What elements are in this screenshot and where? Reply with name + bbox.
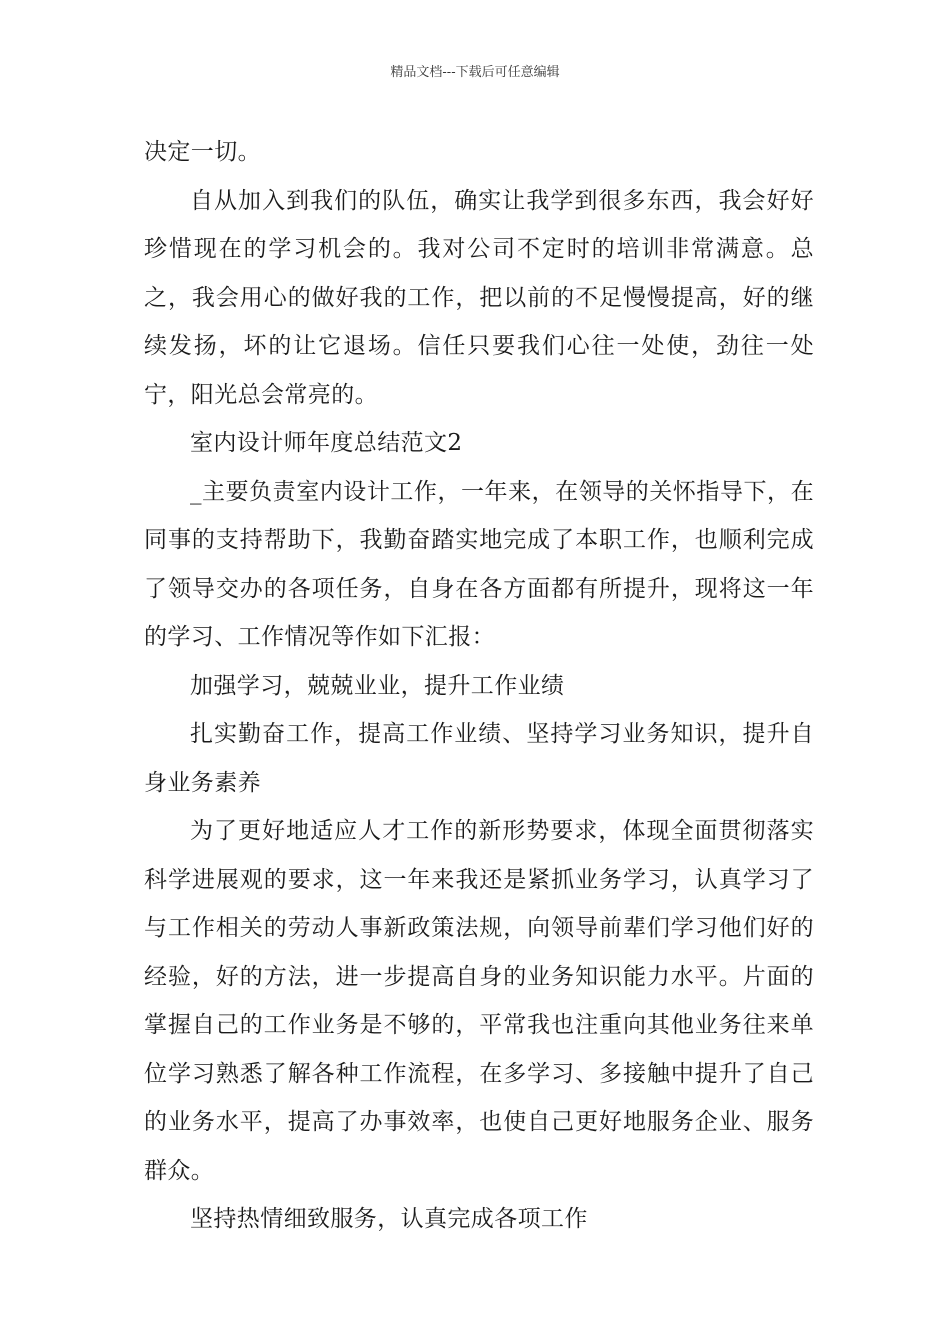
document-body bbox=[144, 128, 814, 1244]
paragraph: 为了更好地适应人才工作的新形势要求，体现全面贯彻落实科学进展观的要求，这一年来我还是紧抓业务学习，认真学习了与工作相关的劳动人事新政策法规，向领导前辈们学习他们好的经验，好的方法，进一步提高自身的业务知识能力水平。片面的掌握自己的工作业务是不够的，平常我也注重向其他业务往来单位学习熟悉了解各种工作流程，在多学习、多接触中提升了自己的业务水平，提高了办事效率，也使自己更好地服务企业、服务群众。 bbox=[144, 818, 814, 1184]
subheading: 坚持热情细致服务，认真完成各项工作 bbox=[190, 1206, 588, 1232]
paragraph: 自从加入到我们的队伍，确实让我学到很多东西，我会好好珍惜现在的学习机会的。我对公司不定时的培训非常满意。总之，我会用心的做好我的工作，把以前的不足慢慢提高，好的继续发扬，坏的让它退场。信任只要我们心往一处使，劲往一处宁，阳光总会常亮的。 bbox=[144, 187, 814, 408]
page-header: 精品文档---下载后可任意编辑 bbox=[390, 65, 560, 80]
section-title: 室内设计师年度总结范文2 bbox=[190, 430, 463, 456]
paragraph: 扎实勤奋工作，提高工作业绩、坚持学习业务知识，提升自身业务素养 bbox=[144, 721, 814, 796]
paragraph: 决定一切。 bbox=[144, 139, 261, 165]
paragraph: _主要负责室内设计工作，一年来，在领导的关怀指导下，在同事的支持帮助下，我勤奋踏实地完成了本职工作，也顺利完成了领导交办的各项任务，自身在各方面都有所提升，现将这一年的学习、工作情况等作如下汇报： bbox=[144, 478, 814, 650]
subheading: 加强学习，兢兢业业，提升工作业绩 bbox=[190, 672, 565, 699]
